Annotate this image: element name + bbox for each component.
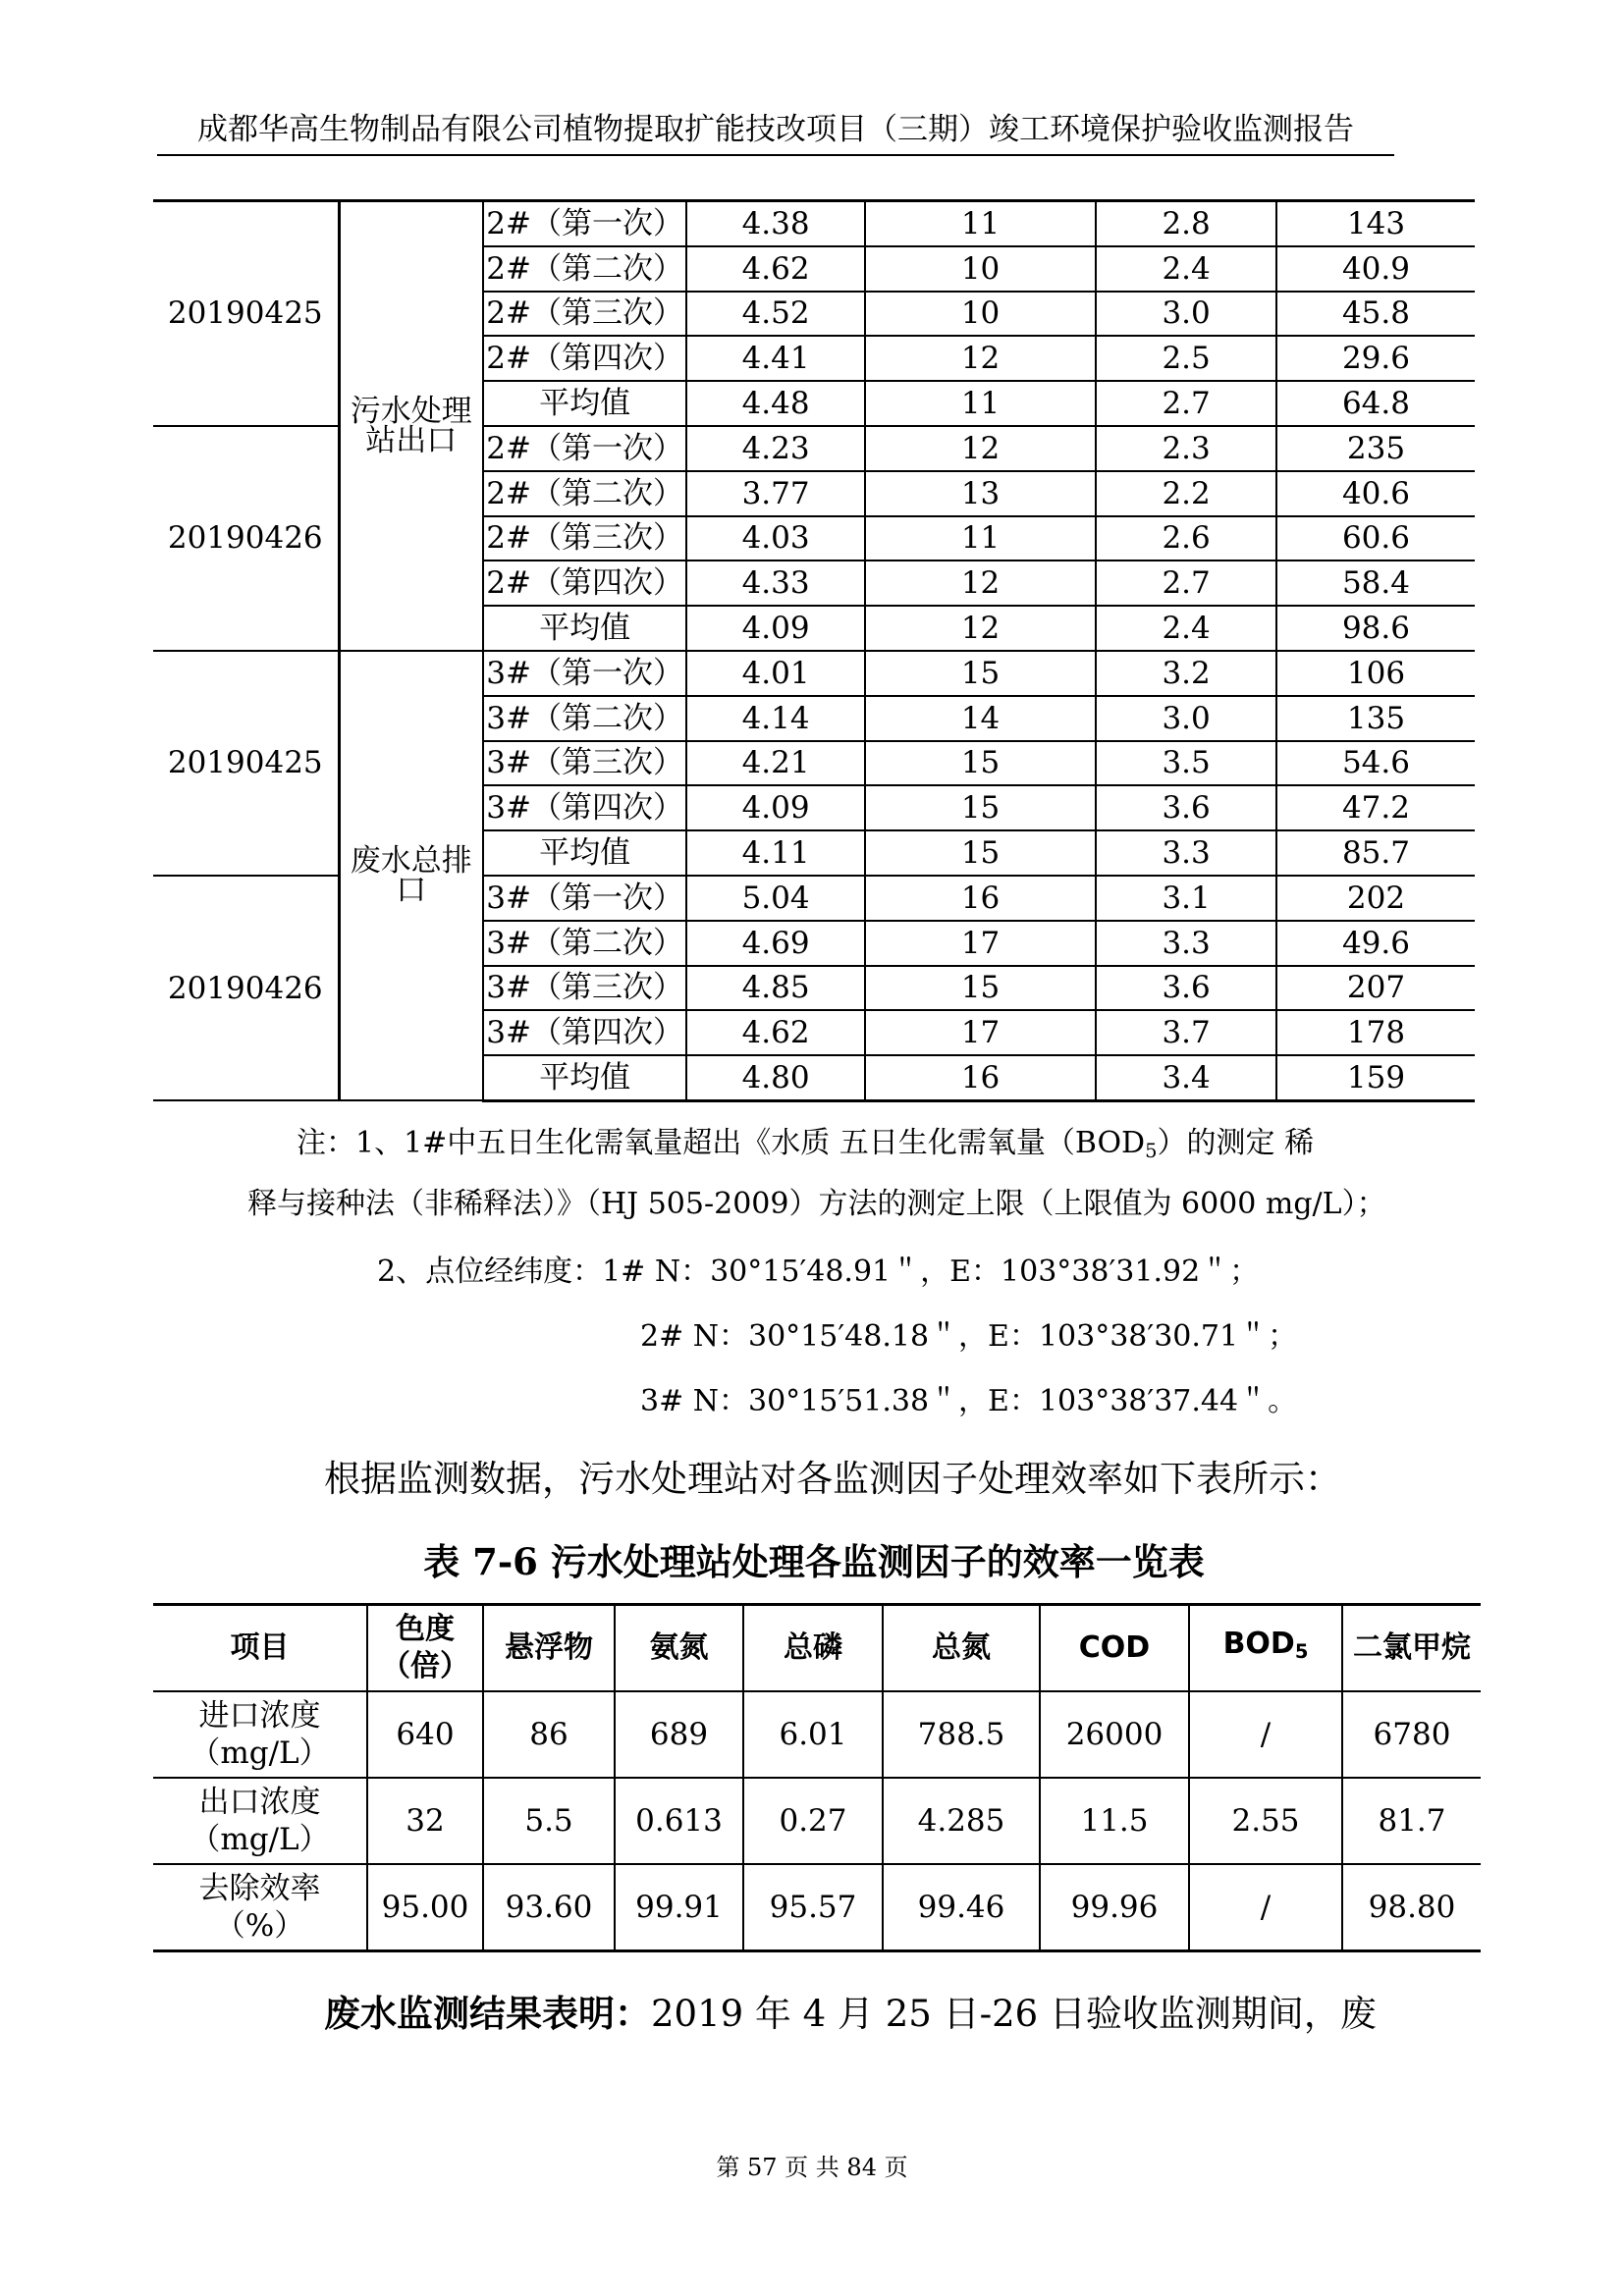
sample-label-cell: 2#（第一次） <box>483 426 686 471</box>
value-cell: 16 <box>865 1055 1096 1100</box>
value-cell: 0.613 <box>615 1778 743 1864</box>
value-cell: 2.4 <box>1096 246 1276 292</box>
value-cell: 99.91 <box>615 1864 743 1951</box>
value-cell: 4.01 <box>686 651 864 696</box>
sample-label-cell: 3#（第三次） <box>483 741 686 786</box>
value-cell: 3.3 <box>1096 921 1276 966</box>
value-cell: 3.7 <box>1096 1010 1276 1055</box>
value-cell: 64.8 <box>1276 381 1475 426</box>
value-cell: 11.5 <box>1040 1778 1189 1864</box>
header-ss: 悬浮物 <box>483 1605 615 1692</box>
value-cell: 11 <box>865 201 1096 246</box>
value-cell: 2.7 <box>1096 381 1276 426</box>
value-cell: 5.04 <box>686 876 864 921</box>
value-cell: 2.6 <box>1096 516 1276 561</box>
header-tn: 总氮 <box>883 1605 1040 1692</box>
row-label-cell: 出口浓度（mg/L） <box>153 1778 367 1864</box>
value-cell: 4.285 <box>883 1778 1040 1864</box>
value-cell: 178 <box>1276 1010 1475 1055</box>
value-cell: 4.21 <box>686 741 864 786</box>
value-cell: 689 <box>615 1691 743 1778</box>
value-cell: 4.09 <box>686 785 864 830</box>
value-cell: 3.4 <box>1096 1055 1276 1100</box>
value-cell: 4.62 <box>686 1010 864 1055</box>
value-cell: 2.2 <box>1096 471 1276 516</box>
value-cell: 40.6 <box>1276 471 1475 516</box>
value-cell: 29.6 <box>1276 336 1475 381</box>
value-cell: 2.5 <box>1096 336 1276 381</box>
value-cell: 4.03 <box>686 516 864 561</box>
value-cell: 15 <box>865 966 1096 1011</box>
value-cell: 13 <box>865 471 1096 516</box>
value-cell: 15 <box>865 651 1096 696</box>
sample-label-cell: 2#（第四次） <box>483 336 686 381</box>
page-footer: 第 57 页 共 84 页 <box>716 2154 908 2181</box>
value-cell: 15 <box>865 785 1096 830</box>
value-cell: 235 <box>1276 426 1475 471</box>
value-cell: 6.01 <box>743 1691 883 1778</box>
sample-label-cell: 2#（第一次） <box>483 201 686 246</box>
header-nh3n: 氨氮 <box>615 1605 743 1692</box>
sample-label-cell: 3#（第三次） <box>483 966 686 1011</box>
sample-label-cell: 3#（第四次） <box>483 1010 686 1055</box>
value-cell: 99.46 <box>883 1864 1040 1951</box>
value-cell: 6780 <box>1342 1691 1481 1778</box>
efficiency-row <box>153 1778 1481 1864</box>
value-cell: 14 <box>865 696 1096 741</box>
value-cell: 95.00 <box>367 1864 483 1951</box>
value-cell: 98.6 <box>1276 606 1475 651</box>
value-cell: 4.80 <box>686 1055 864 1100</box>
note-3: 2# N：30°15′48.18＂，E：103°38′30.71＂； <box>640 1319 1298 1354</box>
header-dcm: 二氯甲烷 <box>1342 1605 1481 1692</box>
value-cell: 93.60 <box>483 1864 615 1951</box>
sample-label-cell: 2#（第二次） <box>483 471 686 516</box>
note-1-continued: 释与接种法（非稀释法）》（HJ 505-2009）方法的测定上限（上限值为 6000 mg/L）； <box>247 1187 1386 1221</box>
table-row <box>153 651 1475 696</box>
value-cell: 10 <box>865 246 1096 292</box>
efficiency-row <box>153 1691 1481 1778</box>
value-cell: 16 <box>865 876 1096 921</box>
value-cell: 106 <box>1276 651 1475 696</box>
intro-paragraph: 根据监测数据，污水处理站对各监测因子处理效率如下表所示： <box>324 1458 1341 1500</box>
value-cell: 15 <box>865 741 1096 786</box>
sample-label-cell: 2#（第二次） <box>483 246 686 292</box>
value-cell: 49.6 <box>1276 921 1475 966</box>
value-cell: 4.52 <box>686 292 864 337</box>
value-cell: 2.8 <box>1096 201 1276 246</box>
value-cell: 32 <box>367 1778 483 1864</box>
sample-label-cell: 2#（第三次） <box>483 292 686 337</box>
table-row <box>153 201 1475 246</box>
sample-label-cell: 平均值 <box>483 381 686 426</box>
value-cell: 86 <box>483 1691 615 1778</box>
efficiency-header-row <box>153 1605 1481 1692</box>
value-cell: 95.57 <box>743 1864 883 1951</box>
header-bod: $BOD_5$ <box>1189 1605 1342 1692</box>
location-cell: 废水总排口 <box>339 651 483 1100</box>
page-header: 成都华高生物制品有限公司植物提取扩能技改项目（三期）竣工环境保护验收监测报告 <box>197 112 1354 147</box>
value-cell: 3.0 <box>1096 292 1276 337</box>
value-cell: 4.48 <box>686 381 864 426</box>
value-cell: 3.77 <box>686 471 864 516</box>
efficiency-table <box>153 1603 1481 1952</box>
row-label-cell: 进口浓度（mg/L） <box>153 1691 367 1778</box>
value-cell: 4.11 <box>686 830 864 876</box>
value-cell: 5.5 <box>483 1778 615 1864</box>
header-item: 项目 <box>153 1605 367 1692</box>
sample-label-cell: 3#（第二次） <box>483 921 686 966</box>
value-cell: 12 <box>865 606 1096 651</box>
value-cell: 3.1 <box>1096 876 1276 921</box>
value-cell: 159 <box>1276 1055 1475 1100</box>
value-cell: 99.96 <box>1040 1864 1189 1951</box>
value-cell: 17 <box>865 921 1096 966</box>
value-cell: 3.0 <box>1096 696 1276 741</box>
value-cell: 60.6 <box>1276 516 1475 561</box>
header-rule <box>157 154 1394 156</box>
value-cell: 12 <box>865 336 1096 381</box>
date-cell: 20190426 <box>153 426 339 651</box>
value-cell: 26000 <box>1040 1691 1189 1778</box>
value-cell: 58.4 <box>1276 561 1475 606</box>
value-cell: 3.5 <box>1096 741 1276 786</box>
value-cell: 4.14 <box>686 696 864 741</box>
table-caption: 表 7-6 污水处理站处理各监测因子的效率一览表 <box>423 1540 1205 1583</box>
value-cell: 12 <box>865 426 1096 471</box>
value-cell: 81.7 <box>1342 1778 1481 1864</box>
value-cell: / <box>1189 1691 1342 1778</box>
value-cell: 3.6 <box>1096 966 1276 1011</box>
value-cell: 202 <box>1276 876 1475 921</box>
value-cell: 0.27 <box>743 1778 883 1864</box>
sample-label-cell: 3#（第四次） <box>483 785 686 830</box>
value-cell: 2.7 <box>1096 561 1276 606</box>
value-cell: 143 <box>1276 201 1475 246</box>
value-cell: 4.38 <box>686 201 864 246</box>
value-cell: 788.5 <box>883 1691 1040 1778</box>
row-label-cell: 去除效率（%） <box>153 1864 367 1951</box>
value-cell: 11 <box>865 516 1096 561</box>
header-cod: COD <box>1040 1605 1189 1692</box>
value-cell: 4.41 <box>686 336 864 381</box>
value-cell: 10 <box>865 292 1096 337</box>
value-cell: 54.6 <box>1276 741 1475 786</box>
value-cell: 3.3 <box>1096 830 1276 876</box>
monitoring-results-table <box>153 199 1475 1102</box>
value-cell: 640 <box>367 1691 483 1778</box>
value-cell: 135 <box>1276 696 1475 741</box>
location-cell: 污水处理站出口 <box>339 201 483 651</box>
sample-label-cell: 3#（第一次） <box>483 876 686 921</box>
value-cell: 47.2 <box>1276 785 1475 830</box>
sample-label-cell: 平均值 <box>483 830 686 876</box>
value-cell: 85.7 <box>1276 830 1475 876</box>
value-cell: 45.8 <box>1276 292 1475 337</box>
value-cell: 3.2 <box>1096 651 1276 696</box>
date-cell: 20190425 <box>153 651 339 876</box>
sample-label-cell: 平均值 <box>483 1055 686 1100</box>
value-cell: 2.3 <box>1096 426 1276 471</box>
value-cell: 98.80 <box>1342 1864 1481 1951</box>
sample-label-cell: 3#（第二次） <box>483 696 686 741</box>
note-1: 注：1、1#中五日生化需氧量超出《水质 五日生化需氧量$(BOD_5)$的测定 稀 <box>297 1126 1315 1162</box>
note-4: 3# N：30°15′51.38＂，E：103°38′37.44＂。 <box>640 1384 1298 1418</box>
value-cell: 15 <box>865 830 1096 876</box>
value-cell: 4.23 <box>686 426 864 471</box>
value-cell: 4.33 <box>686 561 864 606</box>
header-tp: 总磷 <box>743 1605 883 1692</box>
value-cell: 2.4 <box>1096 606 1276 651</box>
value-cell: 4.62 <box>686 246 864 292</box>
header-color: 色度（倍） <box>367 1605 483 1692</box>
value-cell: 207 <box>1276 966 1475 1011</box>
date-cell: 20190425 <box>153 201 339 426</box>
value-cell: 11 <box>865 381 1096 426</box>
sample-label-cell: 2#（第三次） <box>483 516 686 561</box>
value-cell: 40.9 <box>1276 246 1475 292</box>
efficiency-row <box>153 1864 1481 1951</box>
value-cell: 17 <box>865 1010 1096 1055</box>
sample-label-cell: 平均值 <box>483 606 686 651</box>
value-cell: 2.55 <box>1189 1778 1342 1864</box>
sample-label-cell: 2#（第四次） <box>483 561 686 606</box>
sample-label-cell: 3#（第一次） <box>483 651 686 696</box>
conclusion-paragraph: 废水监测结果表明：2019 年 4 月 25 日-26 日验收监测期间，废 <box>324 1993 1377 2035</box>
value-cell: 4.09 <box>686 606 864 651</box>
value-cell: 4.69 <box>686 921 864 966</box>
value-cell: 12 <box>865 561 1096 606</box>
value-cell: 4.85 <box>686 966 864 1011</box>
value-cell: 3.6 <box>1096 785 1276 830</box>
date-cell: 20190426 <box>153 876 339 1100</box>
value-cell: / <box>1189 1864 1342 1951</box>
note-2: 2、点位经纬度：1# N：30°15′48.91＂，E：103°38′31.92＂； <box>377 1255 1260 1289</box>
